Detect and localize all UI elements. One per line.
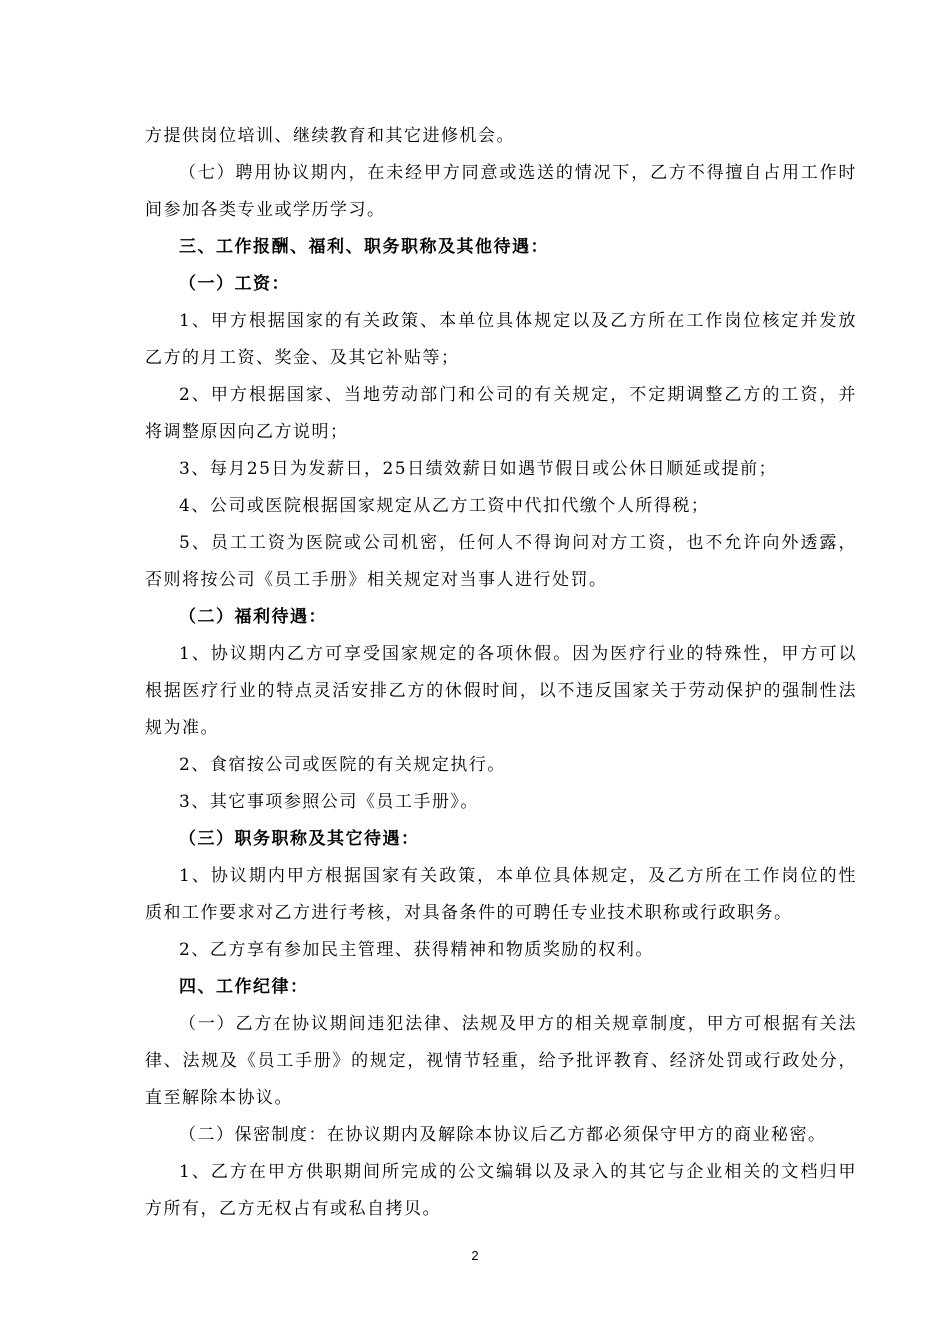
paragraph: 4、公司或医院根据国家规定从乙方工资中代扣代缴个人所得税；	[179, 496, 710, 516]
document-body	[145, 118, 857, 1228]
paragraph: 2、食宿按公司或医院的有关规定执行。	[179, 755, 506, 775]
paragraph: 1、协议期内乙方可享受国家规定的各项休假。因为医疗行业的特殊性，甲方可以根据医疗行业的特点灵活安排乙方的休假时间，以不违反国家关于劳动保护的强制性法规为准。	[145, 644, 857, 738]
paragraph: 5、员工工资为医院或公司机密，任何人不得询问对方工资，也不允许向外透露，否则将按公司《员工手册》相关规定对当事人进行处罚。	[145, 533, 857, 590]
paragraph: 2、乙方享有参加民主管理、获得精神和物质奖励的权利。	[179, 940, 654, 960]
paragraph: 1、乙方在甲方供职期间所完成的公文编辑以及录入的其它与企业相关的文档归甲方所有，乙方无权占有或私自拷贝。	[145, 1162, 857, 1219]
paragraph: （七）聘用协议期内，在未经甲方同意或选送的情况下，乙方不得擅自占用工作时间参加各类专业或学历学习。	[145, 163, 857, 220]
paragraph: 1、协议期内甲方根据国家有关政策，本单位具体规定，及乙方所在工作岗位的性质和工作要求对乙方进行考核，对具备条件的可聘任专业技术职称或行政职务。	[145, 866, 857, 923]
paragraph: 方提供岗位培训、继续教育和其它进修机会。	[145, 126, 515, 146]
section-heading: 四、工作纪律：	[179, 977, 309, 997]
paragraph: （二）保密制度：在协议期内及解除本协议后乙方都必须保守甲方的商业秘密。	[179, 1125, 827, 1145]
section-heading: （三）职务职称及其它待遇：	[179, 829, 420, 849]
paragraph: 2、甲方根据国家、当地劳动部门和公司的有关规定，不定期调整乙方的工资，并将调整原因向乙方说明；	[145, 385, 857, 442]
paragraph: （一）乙方在协议期间违犯法律、法规及甲方的相关规章制度，甲方可根据有关法律、法规及《员工手册》的规定，视情节轻重，给予批评教育、经济处罚或行政处分，直至解除本协议。	[145, 1014, 857, 1108]
section-heading: 三、工作报酬、福利、职务职称及其他待遇：	[179, 237, 549, 257]
paragraph: 1、甲方根据国家的有关政策、本单位具体规定以及乙方所在工作岗位核定并发放乙方的月工资、奖金、及其它补贴等；	[145, 311, 857, 368]
page-number: 2	[471, 1248, 479, 1263]
paragraph: 3、每月25日为发薪日，25日绩效薪日如遇节假日或公休日顺延或提前；	[179, 459, 778, 479]
section-heading: （二）福利待遇：	[179, 607, 327, 627]
section-heading: （一）工资：	[179, 274, 290, 294]
paragraph: 3、其它事项参照公司《员工手册》。	[179, 792, 479, 812]
